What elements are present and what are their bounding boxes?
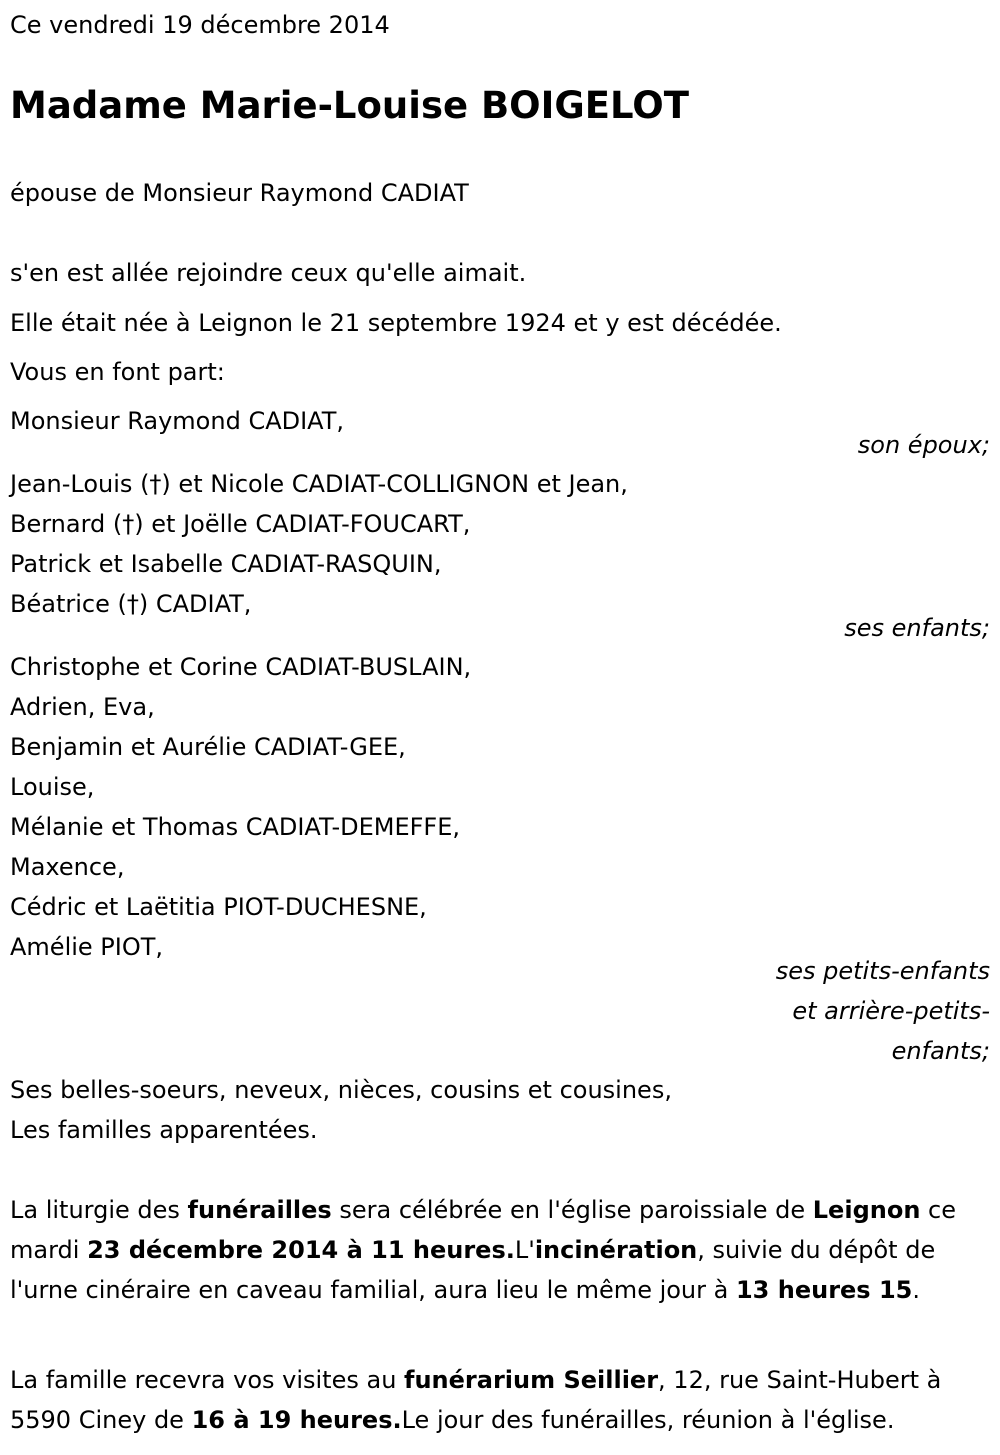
spouse-role: son époux; <box>857 431 990 459</box>
grandchildren-role: et arrière-petits- <box>792 997 990 1025</box>
grandchild-line: Louise, <box>10 773 95 801</box>
grandchild-line: Maxence, <box>10 853 125 881</box>
grandchildren-role: enfants; <box>891 1037 990 1065</box>
spouse-name-line: Monsieur Raymond CADIAT, <box>10 407 345 435</box>
child-line: Bernard (†) et Joëlle CADIAT-FOUCART, <box>10 510 471 538</box>
relatives-line: Ses belles-soeurs, neveux, nièces, cousins et cousines, <box>10 1076 672 1104</box>
visitation-paragraph: La famille recevra vos visites au funérarium Seillier, 12, rue Saint-Hubert à 5590 Ciney de 16 à 19 heures.Le jour des funérailles, réunion à l'église. <box>10 1366 942 1434</box>
grandchild-line: Mélanie et Thomas CADIAT-DEMEFFE, <box>10 813 461 841</box>
deceased-name: Madame Marie-Louise BOIGELOT <box>10 84 689 127</box>
child-line: Jean-Louis (†) et Nicole CADIAT-COLLIGNON et Jean, <box>10 470 628 498</box>
intro-line-3: Vous en font part: <box>10 358 225 386</box>
relatives-line: Les familles apparentées. <box>10 1116 318 1144</box>
intro-line-1: s'en est allée rejoindre ceux qu'elle aimait. <box>10 259 527 287</box>
grandchild-line: Benjamin et Aurélie CADIAT-GEE, <box>10 733 406 761</box>
grandchild-line: Amélie PIOT, <box>10 933 164 961</box>
child-line: Patrick et Isabelle CADIAT-RASQUIN, <box>10 550 442 578</box>
spouse-of-line: épouse de Monsieur Raymond CADIAT <box>10 179 469 207</box>
funeral-paragraph: La liturgie des funérailles sera célébrée en l'église paroissiale de Leignon ce mardi 23 décembre 2014 à 11 heures.L'incinération, suivie du dépôt de l'urne cinéraire en caveau familial, aura lieu le même jour à 13 heures 15. <box>10 1196 956 1304</box>
grandchildren-role: ses petits-enfants <box>775 957 990 985</box>
children-role: ses enfants; <box>844 614 990 642</box>
intro-line-2: Elle était née à Leignon le 21 septembre 1924 et y est décédée. <box>10 309 782 337</box>
grandchild-line: Adrien, Eva, <box>10 693 155 721</box>
grandchild-line: Christophe et Corine CADIAT-BUSLAIN, <box>10 653 472 681</box>
publication-date: Ce vendredi 19 décembre 2014 <box>10 11 390 39</box>
grandchild-line: Cédric et Laëtitia PIOT-DUCHESNE, <box>10 893 427 921</box>
child-line: Béatrice (†) CADIAT, <box>10 590 252 618</box>
